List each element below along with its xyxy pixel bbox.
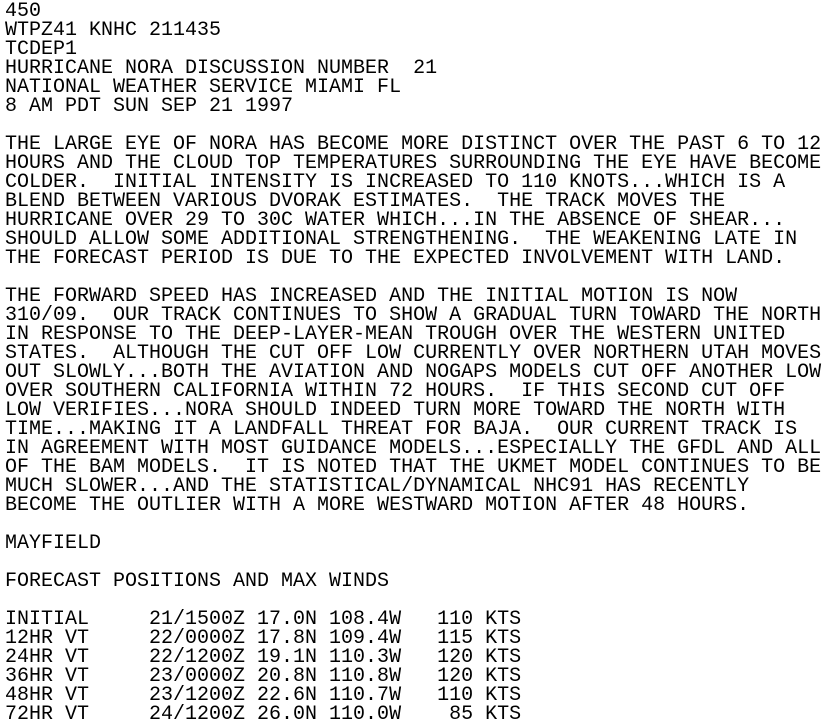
- issue-time: 8 AM PDT SUN SEP 21 1997: [5, 95, 294, 118]
- issuing-office: NATIONAL WEATHER SERVICE MIAMI FL: [5, 76, 402, 99]
- awips-id: TCDEP1: [5, 38, 78, 61]
- product-number: 450: [5, 0, 42, 23]
- forecast-row: 48HR VT 23/1200Z 22.6N 110.7W 110 KTS: [5, 684, 522, 707]
- discussion-title: HURRICANE NORA DISCUSSION NUMBER 21: [5, 57, 438, 80]
- forecast-row: 12HR VT 22/0000Z 17.8N 109.4W 115 KTS: [5, 627, 522, 650]
- forecast-row: INITIAL 21/1500Z 17.0N 108.4W 110 KTS: [5, 608, 522, 631]
- forecast-row: 24HR VT 22/1200Z 19.1N 110.3W 120 KTS: [5, 646, 522, 669]
- forecaster-name: MAYFIELD: [5, 532, 102, 555]
- forecast-row: 36HR VT 23/0000Z 20.8N 110.8W 120 KTS: [5, 665, 522, 688]
- track-paragraph: THE FORWARD SPEED HAS INCREASED AND THE INITIAL MOTION IS NOW 310/09. OUR TRACK CONTINUES TO SHOW A GRADUAL TURN TOWARD THE NORTH IN RESPONSE TO THE DEEP-LAYER-MEAN TROUGH OVER THE WESTERN UNITED STATES. ALTHOUGH THE CUT OFF LOW CURRENTLY OVER NORTHERN UTAH MOVES OUT SLOWLY...BOTH THE AVIATION AND NOGAPS MODELS CUT OFF ANOTHER LOW OVER SOUTHERN CALIFORNIA WITHIN 72 HOURS. IF THIS SECOND CUT OFF LOW VERIFIES...NORA SHOULD INDEED TURN MORE TOWARD THE NORTH WITH TIME...MAKING IT A LANDFALL THREAT FOR BAJA. OUR CURRENT TRACK IS IN AGREEMENT WITH MOST GUIDANCE MODELS...ESPECIALLY THE GFDL AND ALL OF THE BAM MODELS. IT IS NOTED THAT THE UKMET MODEL CONTINUES TO BE MUCH SLOWER...AND THE STATISTICAL/DYNAMICAL NHC91 HAS RECENTLY BECOME THE OUTLIER WITH A MORE WESTWARD MOTION AFTER 48 HOURS.: [5, 285, 822, 517]
- forecast-row: 72HR VT 24/1200Z 26.0N 110.0W 85 KTS: [5, 703, 522, 726]
- wmo-header: WTPZ41 KNHC 211435: [5, 19, 222, 42]
- intensity-paragraph: THE LARGE EYE OF NORA HAS BECOME MORE DISTINCT OVER THE PAST 6 TO 12 HOURS AND THE CLOUD TOP TEMPERATURES SURROUNDING THE EYE HAVE BECOME COLDER. INITIAL INTENSITY IS INCREASED TO 110 KNOTS...WHICH IS A BLEND BETWEEN VARIOUS DVORAK ESTIMATES. THE TRACK MOVES THE HURRICANE OVER 29 TO 30C WATER WHICH...IN THE ABSENCE OF SHEAR... SHOULD ALLOW SOME ADDITIONAL STRENGTHENING. THE WEAKENING LATE IN THE FORECAST PERIOD IS DUE TO THE EXPECTED INVOLVEMENT WITH LAND.: [5, 133, 822, 270]
- forecast-heading: FORECAST POSITIONS AND MAX WINDS: [5, 570, 390, 593]
